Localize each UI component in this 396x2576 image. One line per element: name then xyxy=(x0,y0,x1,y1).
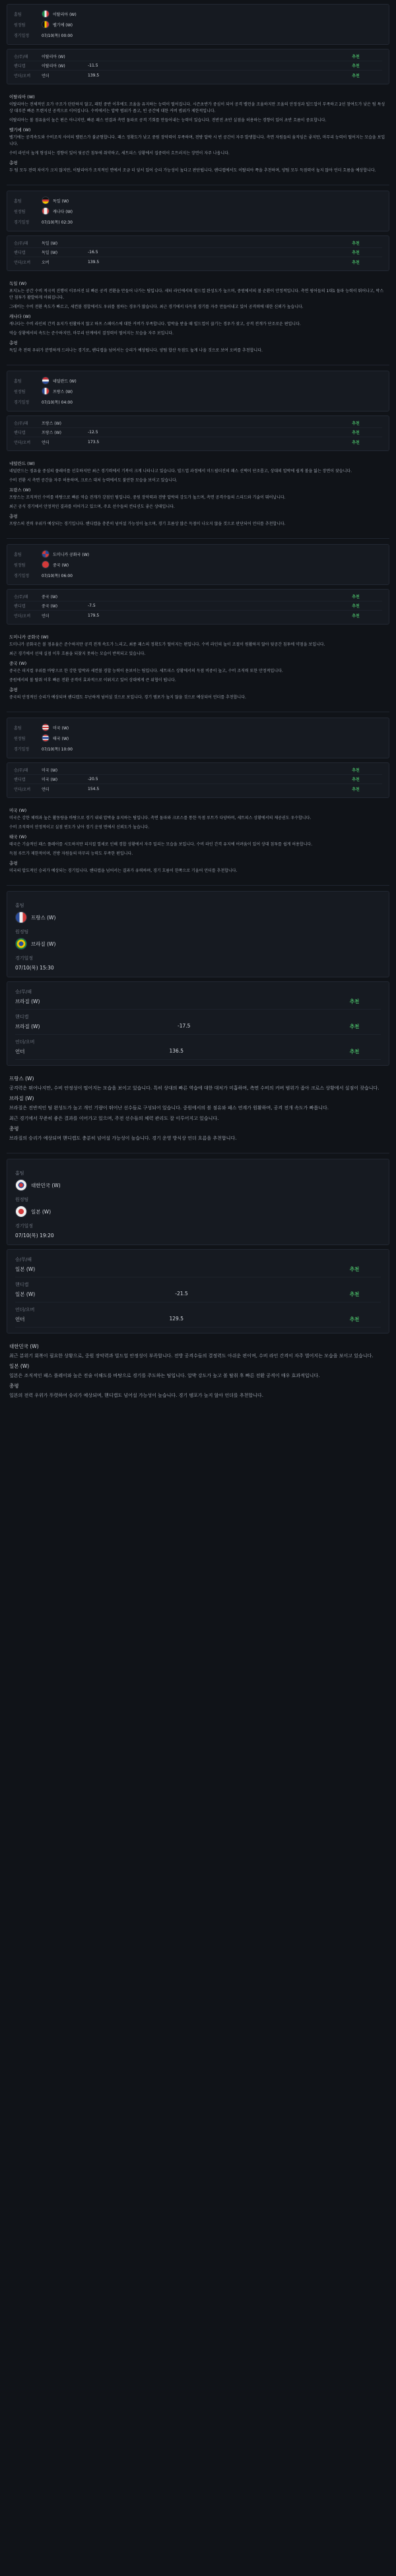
analysis-text: 브라질의 승리가 예상되며 핸디캡도 충분히 넘어설 가능성이 높습니다. 경기 운영 방식상 언더 흐름을 추천합니다. xyxy=(9,1136,237,1141)
dominican-flag-icon xyxy=(42,550,50,558)
odds-pick: 브라질 (W) xyxy=(15,998,40,1004)
section-title: 총평 xyxy=(9,687,18,692)
page xyxy=(0,4,396,1405)
odds-pick: 언더 xyxy=(42,787,50,792)
odds-pick: 미국 (W) xyxy=(42,768,58,773)
analysis-6 xyxy=(7,1070,389,1148)
odds-row[interactable] xyxy=(14,592,382,601)
section-title: 독일 (W) xyxy=(9,281,27,286)
home-label: 홈팀 xyxy=(15,1171,24,1176)
odds-type: 승/무/패 xyxy=(14,595,28,599)
home-row xyxy=(14,9,382,19)
match-time: 07/10(목) 06:00 xyxy=(42,573,73,578)
odds-pick: 프랑스 (W) xyxy=(42,431,61,435)
section-title: 캐나다 (W) xyxy=(9,314,31,319)
home-team: 미국 (W) xyxy=(53,725,69,731)
odds-pick: 미국 (W) xyxy=(42,778,58,782)
analysis-5 xyxy=(7,802,389,880)
section-title: 총평 xyxy=(9,1383,19,1389)
time-label: 경기일정 xyxy=(14,573,30,578)
analysis-text: 최근 분위기 회복이 필요한 상황으로, 중원 장악력과 빌드업 안정성이 부족합니다. 전방 공격수들의 결정력도 아쉬운 편이며, 수비 라인 간격이 자주 벌어지는 모습을 보이고 있습니다. xyxy=(9,1353,374,1359)
odds-row[interactable] xyxy=(14,419,382,428)
away-label: 원정팀 xyxy=(14,563,26,568)
analysis-7 xyxy=(7,1337,389,1405)
section-title: 태국 (W) xyxy=(9,834,27,840)
section-title: 프랑스 (W) xyxy=(9,487,31,493)
home-label: 홈팀 xyxy=(14,552,22,557)
recommend-badge: 추천 xyxy=(352,440,360,445)
odds-type: 핸디캡 xyxy=(14,431,26,435)
recommend-badge: 추천 xyxy=(352,73,360,78)
odds-pick: 언더 xyxy=(42,613,50,619)
match-card-5 xyxy=(7,718,389,758)
match-time: 07/10(목) 10:00 xyxy=(42,747,73,752)
italy-flag-icon xyxy=(42,10,50,18)
recommend-badge: 추천 xyxy=(352,55,360,59)
odds-number: 154.5 xyxy=(88,786,100,791)
analysis-text: 이탈리아는 전체적인 요가 구조가 탄탄하지 않고, 패턴 중반 이후에도 조율을 유지하는 능력이 떨어집니다. 시즌초반가 중심이 되어 공격 밸런을 조율하지만 조율의 안정성과 빌드업이 부족하고 2선 참여도가 낮은 팀 특성상 대부분 빠른 트랜지션 공격으로 이어집니다. 수비에서는 압박 범위가 좁고, 빈 공간에 대한 커버 범위가 제한적입니다. xyxy=(9,102,385,113)
odds-table-2 xyxy=(7,235,389,271)
odds-row[interactable] xyxy=(14,766,382,775)
away-team: 일본 (W) xyxy=(31,1208,51,1215)
home-label: 홈팀 xyxy=(14,725,22,731)
analysis-text: 일본의 전력 우위가 뚜렷하여 승리가 예상되며, 핸디캡도 넘어설 가능성이 높습니다. 경기 템포가 높지 않아 언더를 추천합니다. xyxy=(9,1393,263,1398)
odds-row[interactable] xyxy=(15,1010,381,1035)
match-card-4 xyxy=(7,544,389,585)
recommend-badge: 추천 xyxy=(349,1266,360,1272)
odds-table-5 xyxy=(7,762,389,798)
home-label: 홈팀 xyxy=(14,12,22,17)
odds-row[interactable] xyxy=(14,257,382,266)
section-title: 총평 xyxy=(9,861,18,866)
section-title: 프랑스 (W) xyxy=(9,1076,34,1082)
odds-type: 승/무/패 xyxy=(14,241,28,246)
analysis-text: 공격력은 뛰어나지만, 수비 안정성이 떨어지는 모습을 보이고 있습니다. 특히 상대의 빠른 역습에 대한 대처가 미흡하며, 측면 수비의 커버 범위가 좁아 크로스 상황에서 실점이 잦습니다. xyxy=(9,1086,380,1091)
recommend-badge: 추천 xyxy=(349,1024,360,1029)
odds-pick: 브라질 (W) xyxy=(15,1024,40,1029)
match-block-6 xyxy=(7,891,389,1148)
analysis-text: 최근 공식 경기에서 안정적인 결과를 이어가고 있으며, 주요 선수들의 컨디션도 좋은 상태입니다. xyxy=(9,505,175,509)
analysis-text: 네덜란드는 점유율 중심의 플레이를 선호하지만 최근 경기력에서 기복이 크게 나타나고 있습니다. 빌드업 과정에서 미드필더진의 패스 선택이 단조롭고, 상대의 압박에 쉽게 볼을 잃는 장면이 잦습니다. xyxy=(9,469,352,474)
odds-type: 언더/오버 xyxy=(14,260,31,265)
odds-row[interactable] xyxy=(14,61,382,71)
match-time: 07/10(목) 00:00 xyxy=(42,33,73,38)
away-label: 원정팀 xyxy=(14,389,26,394)
odds-number: -17.5 xyxy=(177,1023,191,1029)
odds-number: 139.5 xyxy=(88,259,100,264)
odds-type: 핸디캡 xyxy=(14,604,26,609)
section-title: 이탈리아 (W) xyxy=(9,94,35,100)
time-row xyxy=(14,396,382,407)
odds-table-4 xyxy=(7,589,389,625)
home-team: 이탈리아 (W) xyxy=(53,12,77,17)
analysis-text: 그래비는 수비 전환 속도가 빠르고, 세컨볼 경합에서도 우위를 점하는 경우가 많습니다. 최근 경기에서 다득점 경기를 자주 만들어내고 있어 공격력에 대한 신뢰가 높습니다. xyxy=(9,305,304,309)
home-row xyxy=(14,722,382,733)
odds-type: 승/무/패 xyxy=(15,1257,32,1262)
section-title: 중국 (W) xyxy=(9,661,27,666)
match-time: 07/10(목) 02:30 xyxy=(42,220,73,225)
odds-pick: 일본 (W) xyxy=(15,1266,36,1272)
home-team: 프랑스 (W) xyxy=(31,914,56,921)
recommend-badge: 추천 xyxy=(352,787,360,792)
odds-pick: 언더 xyxy=(42,73,50,78)
section-title: 도미니카 공화국 (W) xyxy=(9,634,49,640)
analysis-text: 이탈리아는 볼 점유율이 높은 편은 아니지만, 빠른 패스 연결과 측면 돌파로 공격 기회를 만들어내는 능력이 있습니다. 전반전 초반 실점을 허용하는 경향이 있어 초반 흐름이 중요합니다. xyxy=(9,118,327,123)
analysis-text: 수비 조직력이 안정적이고 실점 빈도가 낮아 경기 운영 면에서 신뢰도가 높습니다. xyxy=(9,825,150,830)
analysis-text: 두 팀 모두 전력 차이가 크지 않지만, 이탈리아가 조직적인 면에서 조금 더 앞서 있어 승리 가능성이 높다고 판단됩니다. 핸디캡에서도 이탈리아 쪽을 추천하며, 양팀 모두 득점력이 높지 않아 언더 흐름을 예상합니다. xyxy=(9,168,376,173)
home-team: 네덜란드 (W) xyxy=(53,379,77,384)
odds-number: -7.5 xyxy=(88,603,96,608)
away-team: 브라질 (W) xyxy=(31,940,56,947)
analysis-text: 역습 상황에서의 속도는 준수하지만, 마무리 단계에서 결정력이 떨어지는 모습을 자주 보입니다. xyxy=(9,331,174,336)
odds-number: -20.5 xyxy=(88,777,98,782)
analysis-text: 미국의 압도적인 승리가 예상되는 경기입니다. 핸디캡을 넘어서는 결과가 유력하며, 경기 흐름이 한쪽으로 기울어 언더를 추천합니다. xyxy=(9,869,238,873)
away-team: 태국 (W) xyxy=(53,736,69,741)
home-team: 독일 (W) xyxy=(53,199,69,204)
odds-row[interactable] xyxy=(15,1277,381,1303)
section-title: 총평 xyxy=(9,160,18,166)
odds-type: 언더/오버 xyxy=(15,1307,35,1312)
time-label: 경기일정 xyxy=(14,400,30,405)
odds-type: 언더/오버 xyxy=(14,787,31,792)
analysis-2 xyxy=(7,275,389,359)
home-row xyxy=(14,375,382,386)
france-flag-icon xyxy=(42,387,50,395)
recommend-badge: 추천 xyxy=(352,251,360,255)
section-title: 벨기에 (W) xyxy=(9,127,31,133)
odds-row[interactable] xyxy=(14,601,382,611)
odds-pick: 독일 (W) xyxy=(42,251,58,255)
recommend-badge: 추천 xyxy=(352,768,360,773)
france-flag-icon xyxy=(15,911,27,923)
home-team: 대한민국 (W) xyxy=(31,1182,61,1188)
odds-type: 승/무/패 xyxy=(14,55,28,59)
odds-number: -11.5 xyxy=(88,63,98,68)
odds-row[interactable] xyxy=(15,1252,381,1277)
analysis-text: 독일 측 전력 우위가 분명하게 드러나는 경기로, 핸디캡을 넘어서는 승리가 예상됩니다. 양팀 합산 득점도 높게 나올 것으로 보여 오버를 추천합니다. xyxy=(9,348,263,353)
away-row xyxy=(14,559,382,570)
recommend-badge: 추천 xyxy=(349,998,360,1004)
odds-row[interactable] xyxy=(14,239,382,248)
away-row xyxy=(14,19,382,30)
time-row xyxy=(14,216,382,227)
analysis-text: 중국의 안정적인 승리가 예상되며 핸디캡도 무난하게 넘어설 것으로 보입니다. 경기 템포가 높지 않을 것으로 예상되어 언더를 추천합니다. xyxy=(9,695,246,700)
odds-pick: 프랑스 (W) xyxy=(42,421,61,426)
away-team: 캐나다 (W) xyxy=(53,209,73,214)
analysis-text: 프랑스의 전력 우위가 예상되는 경기입니다. 핸디캡을 충분히 넘어설 가능성이 높으며, 경기 흐름상 많은 득점이 나오지 않을 것으로 판단되어 언더를 추천합니다. xyxy=(9,522,286,526)
analysis-text: 벨기에는 공격속도와 수비조직 사이의 밸런스가 불균형합니다. 패스 정확도가 낮고 중원 장악력이 부족하며, 전방 압박 시 빈 공간이 자주 발생합니다. 측면 자원들의 움직임은 좋지만, 마무리 능력이 떨어지는 모습을 보입니다. xyxy=(9,135,385,146)
section-title: 대한민국 (W) xyxy=(9,1343,39,1349)
away-label: 원정팀 xyxy=(15,929,29,935)
section-title: 총평 xyxy=(9,1126,19,1132)
match-card-7 xyxy=(7,1159,389,1245)
time-label: 경기일정 xyxy=(14,33,30,38)
odds-type: 핸디캡 xyxy=(15,1282,29,1287)
brazil-flag-icon xyxy=(15,938,27,950)
home-label: 홈팀 xyxy=(14,379,22,384)
odds-type: 핸디캡 xyxy=(14,251,26,255)
odds-pick: 중국 (W) xyxy=(42,604,58,609)
home-row xyxy=(14,549,382,559)
away-team: 벨기에 (W) xyxy=(53,22,73,28)
time-label: 경기일정 xyxy=(14,747,30,752)
odds-number: 136.5 xyxy=(169,1048,183,1054)
odds-type: 승/무/패 xyxy=(14,421,28,426)
recommend-badge: 추천 xyxy=(349,1316,360,1322)
home-row xyxy=(14,195,382,206)
odds-type: 승/무/패 xyxy=(15,989,32,995)
match-time: 07/10(목) 19:20 xyxy=(15,1233,54,1239)
odds-number: -16.5 xyxy=(88,250,98,255)
analysis-text: 일본은 조직적인 패스 플레이와 높은 전술 이해도를 바탕으로 경기를 주도하는 팀입니다. 압박 강도가 높고 볼 탈취 후 빠른 전환 공격이 매우 효과적입니다. xyxy=(9,1373,320,1378)
divider xyxy=(7,538,389,539)
away-label: 원정팀 xyxy=(14,22,26,28)
away-team: 중국 (W) xyxy=(53,563,69,568)
analysis-text: 중국은 피지컬 우위를 바탕으로 한 강한 압박과 세컨볼 경합 능력이 돋보이는 팀입니다. 세트피스 상황에서의 득점 비중이 높고, 수비 조직력 또한 안정적입니다. xyxy=(9,669,283,673)
odds-number: 129.5 xyxy=(169,1316,183,1322)
home-label: 홈팀 xyxy=(15,903,24,908)
away-team: 프랑스 (W) xyxy=(53,389,73,394)
odds-type: 언더/오버 xyxy=(14,613,31,619)
section-title: 일본 (W) xyxy=(9,1363,30,1369)
odds-row[interactable] xyxy=(14,775,382,784)
analysis-text: 도미니카 공화국은 볼 점유율은 준수하지만 공격 전개 속도가 느리고, 최종 패스의 정확도가 떨어지는 편입니다. 수비 라인의 높이 조절이 원활하지 않아 뒷공간 침투에 약점을 보입니다. xyxy=(9,642,325,647)
odds-number: 173.5 xyxy=(88,439,100,445)
analysis-text: 미국은 강한 체력과 높은 활동량을 바탕으로 경기 내내 압박을 유지하는 팀입니다. 측면 돌파와 크로스를 통한 득점 루트가 다양하며, 세트피스 상황에서의 제공권도 우수합니다. xyxy=(9,816,312,820)
recommend-badge: 추천 xyxy=(352,778,360,782)
odds-pick: 언더 xyxy=(15,1316,25,1322)
recommend-badge: 추천 xyxy=(352,613,360,619)
recommend-badge: 추천 xyxy=(349,1049,360,1055)
odds-row[interactable] xyxy=(14,784,382,793)
time-label: 경기일정 xyxy=(15,1223,34,1229)
time-row xyxy=(14,570,382,580)
analysis-text: 태국은 기술적인 패스 플레이를 시도하지만 피지컬 열세로 인해 경합 상황에서 자주 밀리는 모습을 보입니다. 수비 라인 간격 유지에 어려움이 있어 상대 침투를 쉽게 허용합니다. xyxy=(9,842,313,847)
odds-pick: 언더 xyxy=(42,440,50,445)
odds-type: 핸디캡 xyxy=(14,778,26,782)
match-time: 07/10(목) 15:30 xyxy=(15,965,54,971)
analysis-text: 캐나다는 수비 라인의 간격 유지가 원활하지 않고 하프 스페이스에 대한 커버가 부족합니다. 압박을 받을 때 빌드업이 끊기는 경우가 잦고, 공격 전개가 단조로운 편입니다. xyxy=(9,322,301,326)
recommend-badge: 추천 xyxy=(352,64,360,69)
time-label: 경기일정 xyxy=(14,220,30,225)
odds-number: 179.5 xyxy=(88,613,100,618)
recommend-badge: 추천 xyxy=(352,431,360,435)
section-title: 총평 xyxy=(9,340,18,346)
japan-flag-icon xyxy=(15,1206,27,1217)
odds-row[interactable] xyxy=(15,1303,381,1328)
netherlands-flag-icon xyxy=(42,377,50,384)
odds-pick: 중국 (W) xyxy=(42,595,58,599)
match-card-6 xyxy=(7,891,389,977)
odds-row[interactable] xyxy=(14,611,382,620)
analysis-text: 득점 루트가 제한적이며, 전방 자원들의 마무리 능력도 부족한 편입니다. xyxy=(9,851,133,856)
odds-pick: 일본 (W) xyxy=(15,1291,36,1297)
away-label: 원정팀 xyxy=(14,736,26,741)
usa-flag-icon xyxy=(42,723,50,731)
china-flag-icon xyxy=(42,561,50,568)
odds-type: 핸디캡 xyxy=(15,1014,29,1020)
divider xyxy=(7,885,389,886)
recommend-badge: 추천 xyxy=(352,260,360,265)
odds-row[interactable] xyxy=(14,437,382,446)
odds-number: -21.5 xyxy=(175,1291,188,1297)
odds-number: 139.5 xyxy=(88,73,100,78)
odds-table-1 xyxy=(7,49,389,84)
home-team: 도미니카 공화국 (W) xyxy=(53,552,90,557)
section-title: 총평 xyxy=(9,514,18,519)
analysis-text: 최근 경기에서 꾸준히 좋은 결과를 이어가고 있으며, 주전 선수들의 체력 관리도 잘 이루어지고 있습니다. xyxy=(9,1116,219,1121)
match-time: 07/10(목) 04:00 xyxy=(42,400,73,405)
recommend-badge: 추천 xyxy=(352,595,360,599)
odds-pick: 이탈리아 (W) xyxy=(42,55,65,59)
away-label: 원정팀 xyxy=(15,1197,29,1202)
odds-pick: 이탈리아 (W) xyxy=(42,64,65,69)
odds-type: 핸디캡 xyxy=(14,64,26,69)
recommend-badge: 추천 xyxy=(352,421,360,426)
canada-flag-icon xyxy=(42,207,50,215)
away-row xyxy=(14,386,382,396)
recommend-badge: 추천 xyxy=(352,604,360,609)
time-row xyxy=(14,30,382,40)
recommend-badge: 추천 xyxy=(349,1291,360,1297)
section-title: 미국 (W) xyxy=(9,808,27,813)
analysis-4 xyxy=(7,629,389,706)
odds-row[interactable] xyxy=(14,71,382,80)
analysis-text: 포지노는 공간 수비 적극적 진행이 이루어진 뒤 빠른 공격 전환을 만들어 나가는 팀입니다. 세터 라인에서의 빌드업 완성도가 높으며, 중원에서의 볼 순환이 안정적입니다. 측면 윙어들의 1대1 돌파 능력이 뛰어나고, 박스 안 침투가 활발하게 이뤄집니다. xyxy=(9,289,384,300)
odds-row[interactable] xyxy=(14,428,382,437)
time-row xyxy=(14,743,382,754)
match-card-2 xyxy=(7,191,389,231)
odds-table-7 xyxy=(7,1249,389,1334)
analysis-text: 브라질은 전반적인 팀 완성도가 높고 개인 기량이 뛰어난 선수들로 구성되어 있습니다. 중원에서의 볼 점유와 패스 연계가 원활하며, 공격 전개 속도가 빠릅니다. xyxy=(9,1105,329,1111)
recommend-badge: 추천 xyxy=(352,241,360,246)
odds-row[interactable] xyxy=(14,248,382,257)
away-row xyxy=(14,733,382,743)
odds-type: 언더/오버 xyxy=(14,440,31,445)
odds-type: 언더/오버 xyxy=(15,1039,35,1045)
odds-table-6 xyxy=(7,981,389,1066)
odds-table-3 xyxy=(7,415,389,451)
home-label: 홈팀 xyxy=(14,199,22,204)
match-card-1 xyxy=(7,4,389,45)
section-title: 네덜란드 (W) xyxy=(9,461,35,466)
odds-number: -12.5 xyxy=(88,430,98,435)
match-card-3 xyxy=(7,371,389,412)
analysis-text: 수비 라인이 높게 형성되는 경향이 있어 뒷공간 침투에 취약하고, 세트피스 상황에서 집중력이 흐트러지는 장면이 자주 나옵니다. xyxy=(9,151,230,156)
time-label: 경기일정 xyxy=(15,956,34,961)
odds-row[interactable] xyxy=(15,985,381,1010)
odds-type: 승/무/패 xyxy=(14,768,28,773)
analysis-3 xyxy=(7,455,389,533)
odds-row[interactable] xyxy=(15,1035,381,1060)
section-title: 브라질 (W) xyxy=(9,1095,34,1101)
germany-flag-icon xyxy=(42,197,50,204)
odds-pick: 독일 (W) xyxy=(42,241,58,246)
analysis-text: 프랑스는 조직적인 수비를 바탕으로 빠른 역습 전개가 강점인 팀입니다. 중원 장악력과 전방 압박의 강도가 높으며, 측면 공격수들의 스피드와 기술이 뛰어납니다. xyxy=(9,495,286,500)
analysis-text: 수비 전환 시 측면 공간을 자주 허용하며, 크로스 대처 능력에서도 불안한 모습을 보이고 있습니다. xyxy=(9,478,178,483)
odds-pick: 언더 xyxy=(15,1049,25,1055)
away-row xyxy=(14,206,382,216)
away-label: 원정팀 xyxy=(14,209,26,214)
match-block-7 xyxy=(7,1159,389,1405)
odds-pick: 오버 xyxy=(42,260,50,265)
thailand-flag-icon xyxy=(42,734,50,742)
analysis-text: 최근 경기에서 선제 실점 이후 흐름을 되찾지 못하는 모습이 반복되고 있습니다. xyxy=(9,652,146,656)
analysis-1 xyxy=(7,88,389,179)
odds-type: 언더/오버 xyxy=(14,73,31,78)
analysis-text: 중원에서의 볼 탈취 이후 빠른 전환 공격이 효과적으로 이뤄지고 있어 상대에게 큰 위협이 됩니다. xyxy=(9,678,176,683)
korea-flag-icon xyxy=(15,1179,27,1191)
odds-row[interactable] xyxy=(14,52,382,61)
belgium-flag-icon xyxy=(42,20,50,28)
